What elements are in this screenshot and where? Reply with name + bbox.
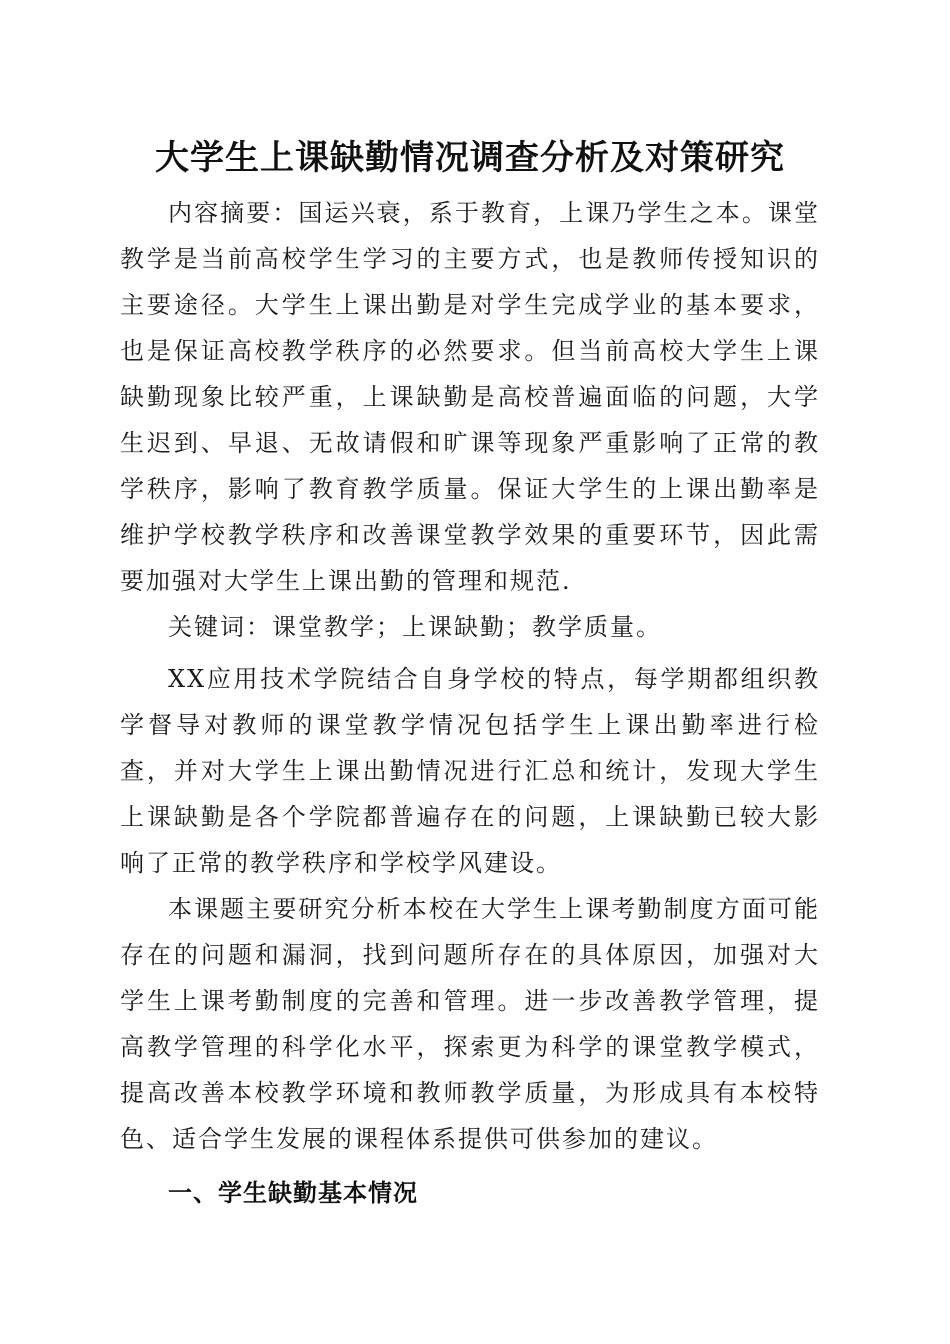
keywords-paragraph: 关键词：课堂教学；上课缺勤；教学质量。 bbox=[168, 613, 662, 641]
body-paragraph-1: XX应用技术学院结合自身学校的特点，每学期都组织教学督导对教师的课堂教学情况包括学生上课出勤率进行检查，并对大学生上课出勤情况进行汇总和统计，发现大学生上课缺勤是各个学院都普遍存在的问题，上课缺勤已较大影响了正常的教学秩序和学校学风建设。 bbox=[120, 665, 820, 877]
body-paragraph-2: 本课题主要研究分析本校在大学生上课考勤制度方面可能存在的问题和漏洞，找到问题所存在的具体原因，加强对大学生上课考勤制度的完善和管理。进一步改善教学管理，提高教学管理的科学化水平，探索更为科学的课堂教学模式，提高改善本校教学环境和教师教学质量，为形成具有本校特色、适合学生发展的课程体系提供可供参加的建议。 bbox=[120, 895, 820, 1153]
document-body bbox=[120, 130, 820, 1216]
abstract-paragraph: 内容摘要：国运兴衰，系于教育，上课乃学生之本。课堂教学是当前高校学生学习的主要方式，也是教师传授知识的主要途径。大学生上课出勤是对学生完成学业的基本要求，也是保证高校教学秩序的必然要求。但当前高校大学生上课缺勤现象比较严重，上课缺勤是高校普遍面临的问题，大学生迟到、早退、无故请假和旷课等现象严重影响了正常的教学秩序，影响了教育教学质量。保证大学生的上课出勤率是维护学校教学秩序和改善课堂教学效果的重要环节，因此需要加强对大学生上课出勤的管理和规范. bbox=[120, 199, 820, 595]
document-title: 大学生上课缺勤情况调查分析及对策研究 bbox=[155, 138, 785, 178]
section-heading-1: 一、学生缺勤基本情况 bbox=[168, 1179, 418, 1207]
